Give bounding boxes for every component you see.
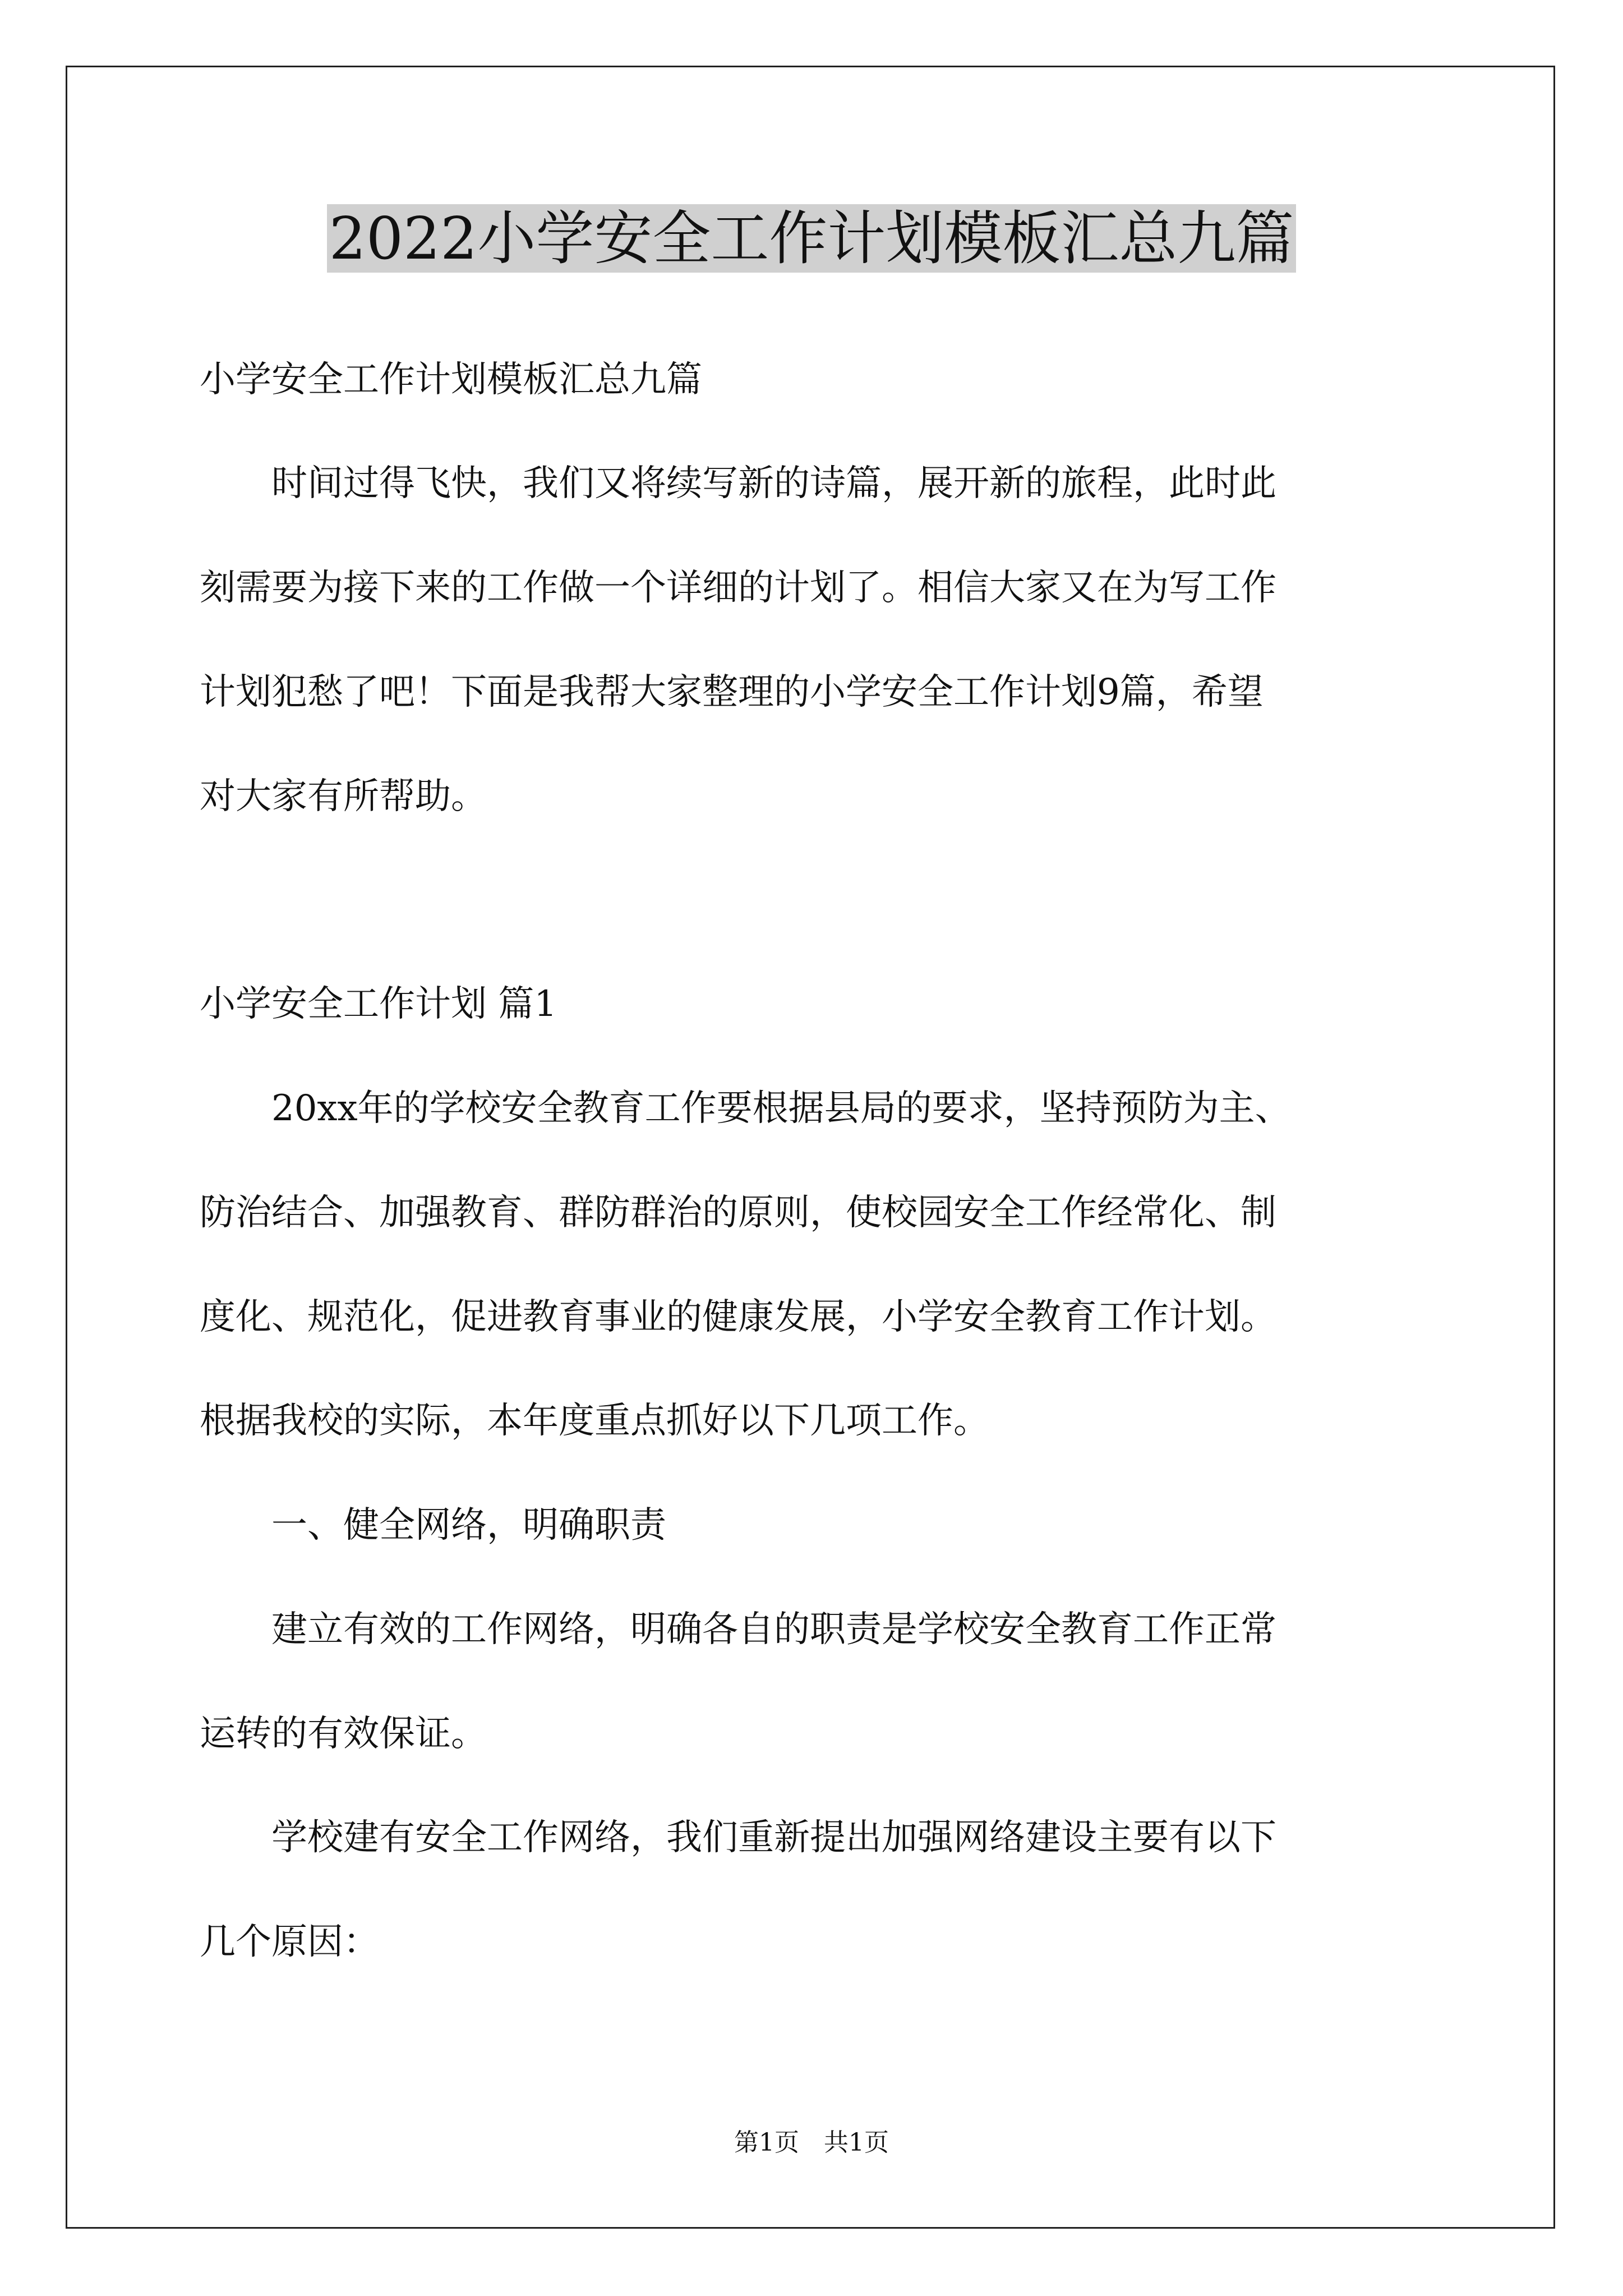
document-title [0,199,1623,278]
body-line-7: 运转的有效保证。 [200,1713,487,1755]
intro-line-4: 对大家有所帮助。 [200,776,487,817]
body-line-4: 根据我校的实际，本年度重点抓好以下几项工作。 [200,1400,989,1442]
body-line-6: 建立有效的工作网络，明确各自的职责是学校安全教育工作正常 [200,1609,1276,1650]
body-line-2: 防治结合、加强教育、群防群治的原则，使校园安全工作经常化、制 [200,1192,1276,1234]
body-line-1: 20xx年的学校安全教育工作要根据县局的要求，坚持预防为主、 [200,1088,1291,1129]
intro-line-1: 时间过得飞快，我们又将续写新的诗篇，展开新的旅程，此时此 [200,463,1276,504]
intro-line-3: 计划犯愁了吧！下面是我帮大家整理的小学安全工作计划9篇，希望 [200,671,1264,713]
section-heading: 小学安全工作计划 篇1 [200,983,557,1025]
intro-line-2: 刻需要为接下来的工作做一个详细的计划了。相信大家又在为写工作 [200,567,1276,609]
body-line-3: 度化、规范化，促进教育事业的健康发展，小学安全教育工作计划。 [200,1296,1276,1338]
document-title-text: 2022小学安全工作计划模板汇总九篇 [327,204,1297,273]
body-line-9: 几个原因： [200,1921,379,1963]
body-line-8: 学校建有安全工作网络，我们重新提出加强网络建设主要有以下 [200,1817,1276,1858]
body-line-5: 一、健全网络，明确职责 [200,1504,666,1546]
page-footer: 第1页 共1页 [734,2128,889,2157]
document-subtitle: 小学安全工作计划模板汇总九篇 [200,359,702,401]
